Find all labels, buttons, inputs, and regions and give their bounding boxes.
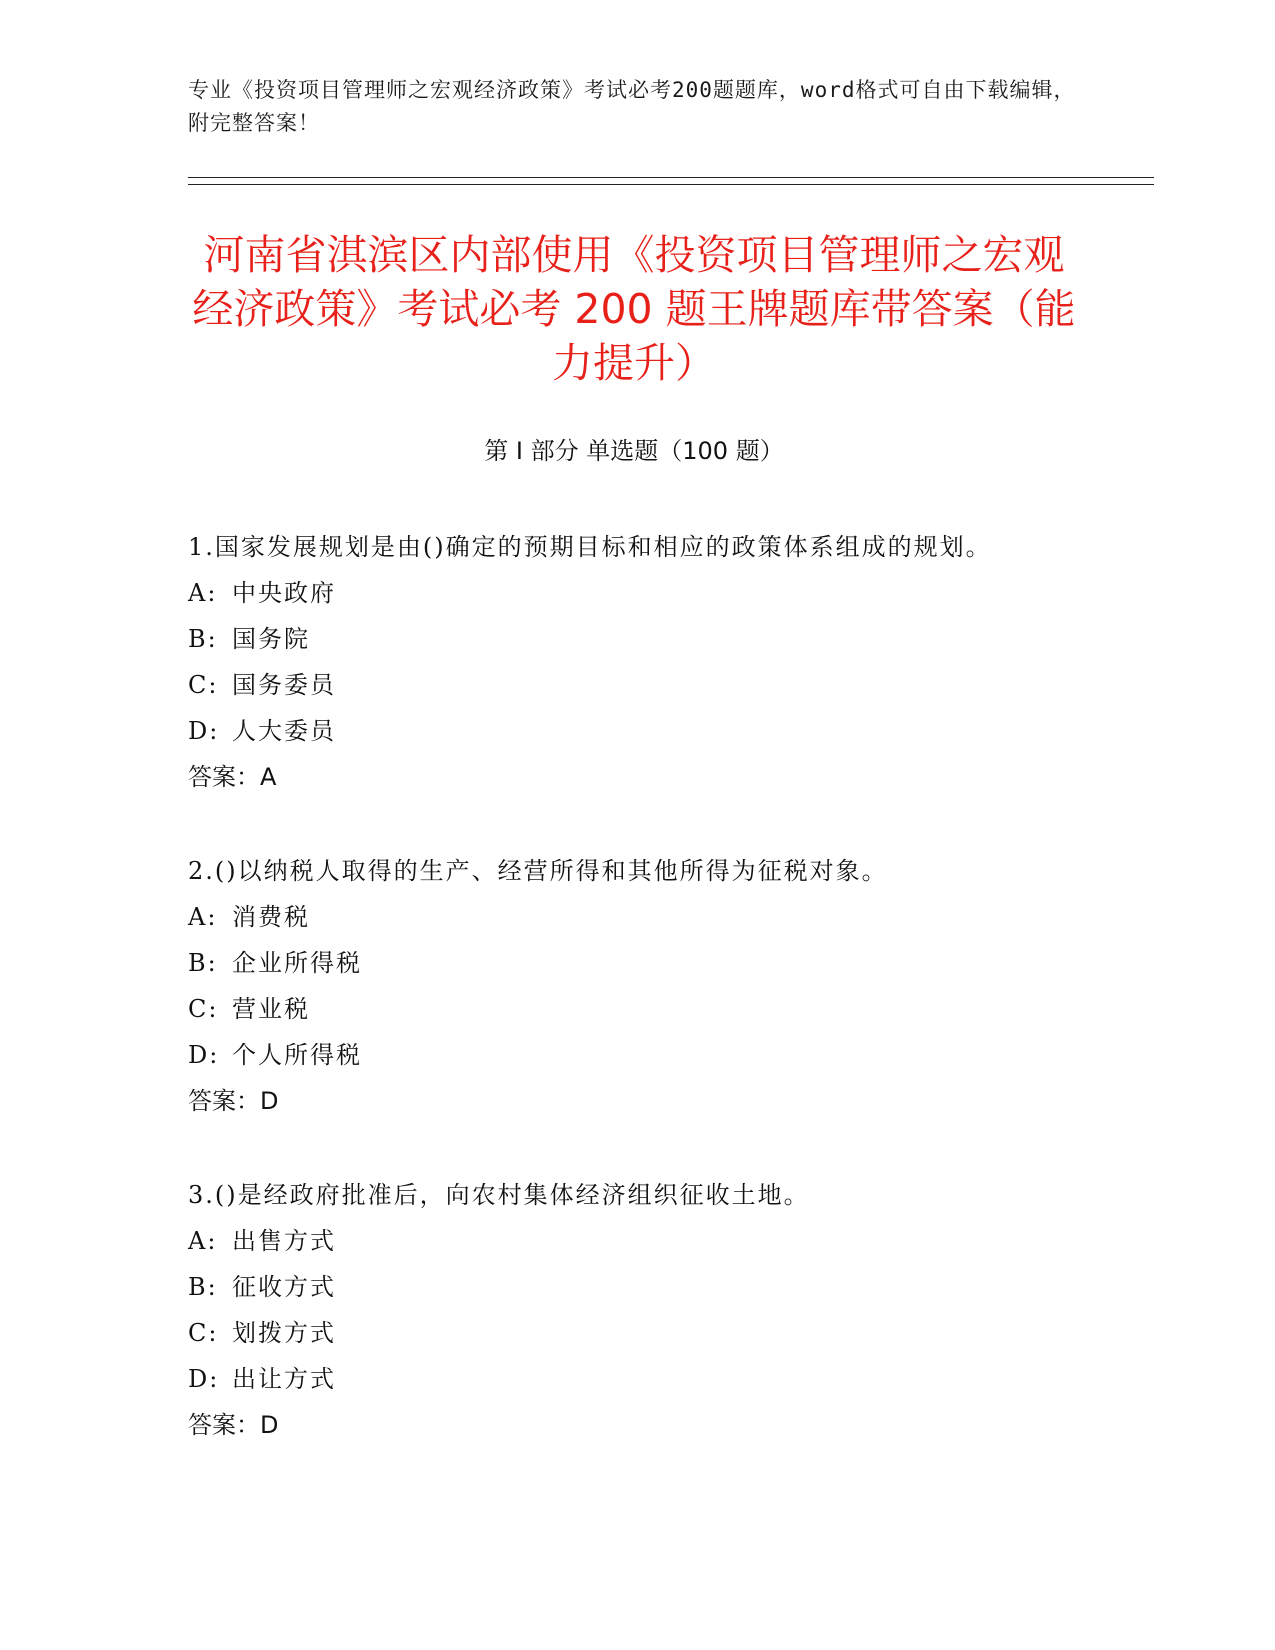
option-text: 出让方式 [232, 1365, 336, 1393]
option-key: B: [188, 949, 218, 977]
question-stem: 2.()以纳税人取得的生产、经营所得和其他所得为征税对象。 [188, 857, 888, 885]
option-text: 消费税 [232, 903, 310, 931]
option-key: D: [188, 1365, 220, 1393]
question-answer: 答案：D [188, 1411, 279, 1439]
question-answer: 答案：D [188, 1087, 279, 1115]
option-d [188, 1032, 1088, 1078]
option-text: 国务委员 [232, 671, 336, 699]
option-text: 划拨方式 [232, 1319, 336, 1347]
option-a [188, 894, 1088, 940]
option-text: 国务院 [232, 625, 310, 653]
option-text: 人大委员 [232, 717, 336, 745]
option-key: A: [188, 579, 218, 607]
option-key: C: [188, 995, 219, 1023]
option-b [188, 940, 1088, 986]
option-c [188, 662, 1088, 708]
option-key: B: [188, 625, 218, 653]
option-key: D: [188, 717, 220, 745]
option-text: 中央政府 [232, 579, 336, 607]
question-stem: 1.国家发展规划是由()确定的预期目标和相应的政策体系组成的规划。 [188, 533, 992, 561]
question-stem: 3.()是经政府批准后，向农村集体经济组织征收土地。 [188, 1181, 810, 1209]
question-3 [188, 1172, 1088, 1448]
header-divider-bottom [188, 184, 1154, 185]
document-title: 河南省淇滨区内部使用《投资项目管理师之宏观经济政策》考试必考 200 题王牌题库带答案（能力提升） [192, 231, 1076, 387]
option-key: D: [188, 1041, 220, 1069]
section-title: 第 I 部分 单选题（100 题） [484, 437, 784, 465]
option-text: 出售方式 [232, 1227, 336, 1255]
question-answer: 答案：A [188, 763, 277, 791]
option-key: A: [188, 1227, 218, 1255]
option-key: C: [188, 1319, 219, 1347]
option-text: 营业税 [232, 995, 310, 1023]
option-text: 征收方式 [232, 1273, 336, 1301]
option-a [188, 1218, 1088, 1264]
option-text: 企业所得税 [232, 949, 362, 977]
question-1 [188, 524, 1088, 800]
option-key: C: [188, 671, 219, 699]
option-c [188, 986, 1088, 1032]
option-d [188, 708, 1088, 754]
option-c [188, 1310, 1088, 1356]
option-a [188, 570, 1088, 616]
question-list [188, 524, 1088, 1496]
option-b [188, 616, 1088, 662]
option-key: B: [188, 1273, 218, 1301]
option-text: 个人所得税 [232, 1041, 362, 1069]
option-key: A: [188, 903, 218, 931]
question-2 [188, 848, 1088, 1124]
document-intro: 专业《投资项目管理师之宏观经济政策》考试必考200题题库，word格式可自由下载编辑，附完整答案！ [188, 78, 1076, 135]
header-divider-top [188, 177, 1154, 178]
option-d [188, 1356, 1088, 1402]
option-b [188, 1264, 1088, 1310]
